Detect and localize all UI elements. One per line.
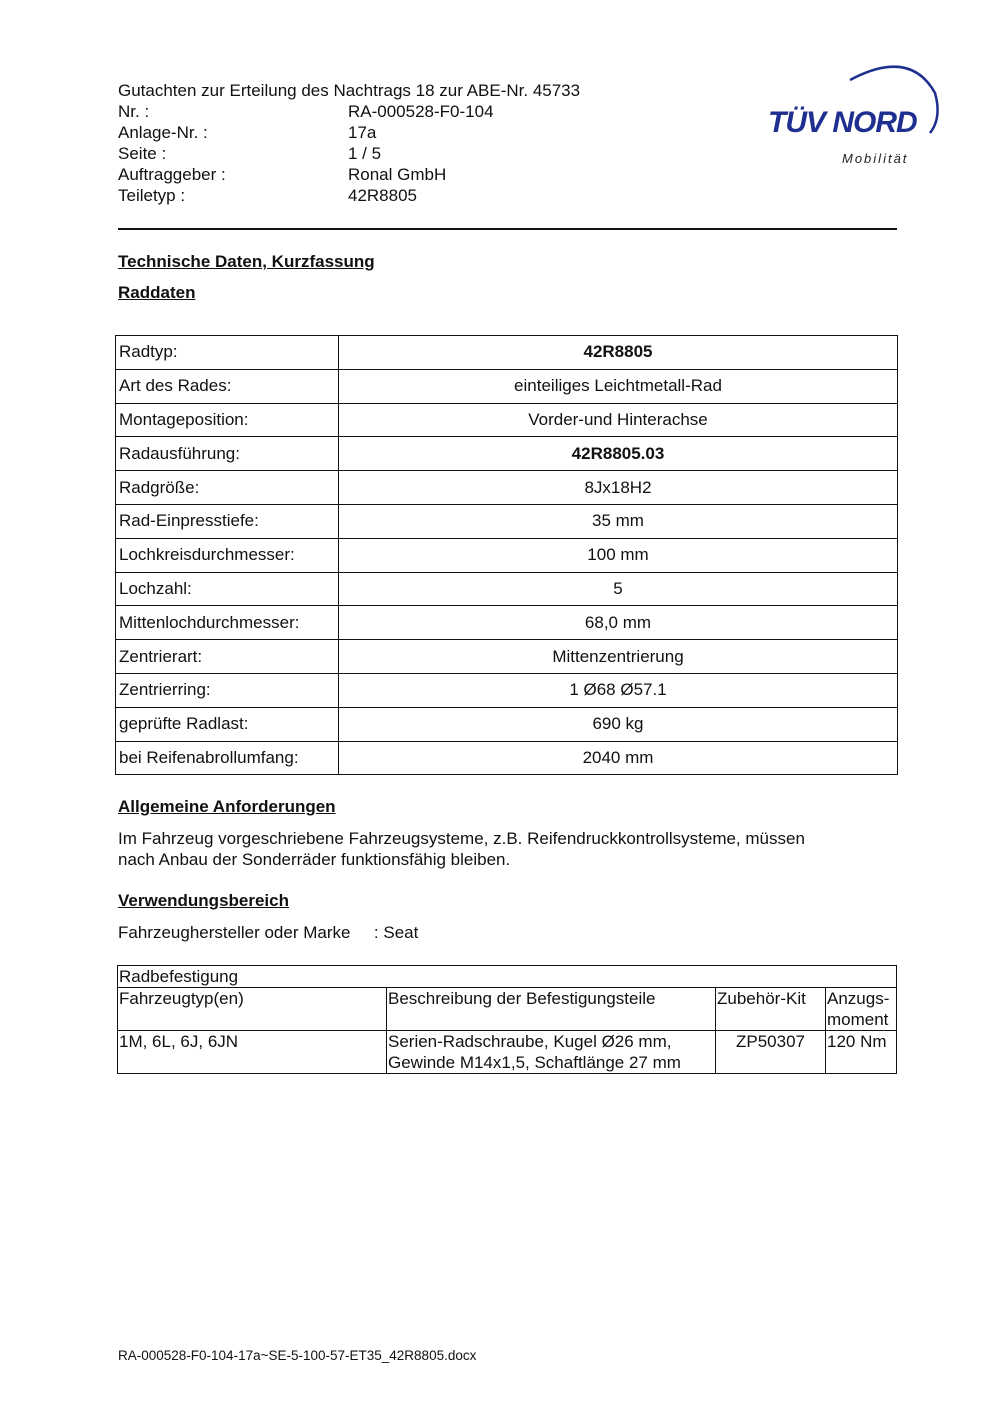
raddaten-value: Mittenzentrierung [339,640,898,674]
befestigung-table [117,965,897,1074]
raddaten-label: Zentrierring: [116,673,339,707]
section-allgemein: Allgemeine Anforderungen [118,797,336,816]
raddaten-value: 35 mm [339,504,898,538]
hersteller-value: Seat [383,923,419,942]
raddaten-row [116,538,898,572]
raddaten-label: Mittenlochdurchmesser: [116,606,339,640]
cell-beschreibung [387,1031,716,1074]
raddaten-value: 42R8805.03 [339,437,898,471]
header-row [118,164,718,185]
document-title: Gutachten zur Erteilung des Nachtrags 18 zur ABE-Nr. 45733 [118,81,581,100]
raddaten-label: Montageposition: [116,403,339,437]
raddaten-row [116,336,898,370]
cell-fahrzeugtypen: 1M, 6L, 6J, 6JN [118,1031,387,1074]
raddaten-value: einteiliges Leichtmetall-Rad [339,369,898,403]
raddaten-label: Zentrierart: [116,640,339,674]
header-beschreibung: Beschreibung der Befestigungsteile [387,988,716,1031]
header-row-label: Anlage-Nr. : [118,123,208,142]
raddaten-label: Art des Rades: [116,369,339,403]
cell-zubehoer-kit: ZP50307 [716,1031,826,1074]
header-row-label: Seite : [118,144,167,163]
raddaten-row [116,741,898,775]
raddaten-row [116,572,898,606]
raddaten-label: geprüfte Radlast: [116,707,339,741]
allgemein-line-2: nach Anbau der Sonderräder funktionsfähig bleiben. [118,850,511,869]
raddaten-label: Lochzahl: [116,572,339,606]
cell-anzugsmoment: 120 Nm [826,1031,897,1074]
raddaten-value: 1 Ø68 Ø57.1 [339,673,898,707]
cell-beschreibung-1: Serien-Radschraube, Kugel Ø26 mm, [388,1032,672,1051]
header-row-value: 42R8805 [348,186,418,205]
raddaten-label: Radausführung: [116,437,339,471]
header-row-value: Ronal GmbH [348,165,447,184]
raddaten-label: Rad-Einpresstiefe: [116,504,339,538]
hersteller-label: Fahrzeughersteller oder Marke [118,923,351,942]
header-row-value: 17a [348,123,377,142]
allgemein-text [118,828,898,870]
allgemein-line-1: Im Fahrzeug vorgeschriebene Fahrzeugsysteme, z.B. Reifendruckkontrollsysteme, müssen [118,829,805,848]
header-row-value: RA-000528-F0-104 [348,102,494,121]
hersteller-separator: : [373,923,379,942]
section-kurzfassung: Technische Daten, Kurzfassung [118,252,375,271]
raddaten-value: Vorder-und Hinterachse [339,403,898,437]
raddaten-table [115,335,898,775]
header-row [118,185,718,206]
header-anzugsmoment [826,988,897,1031]
raddaten-row [116,471,898,505]
raddaten-value: 68,0 mm [339,606,898,640]
raddaten-value: 8Jx18H2 [339,471,898,505]
raddaten-row [116,403,898,437]
hersteller-line [118,923,418,943]
header-anzugsmoment-2: moment [827,1010,889,1029]
header-divider [118,228,897,230]
footer-filename: RA-000528-F0-104-17a~SE-5-100-57-ET35_42R8805.docx [118,1348,477,1363]
raddaten-row [116,504,898,538]
raddaten-value: 2040 mm [339,741,898,775]
header-row [118,143,718,164]
raddaten-row [116,640,898,674]
header-zubehoer: Zubehör-Kit [716,988,826,1031]
logo-brand: TÜV NORD [768,106,917,139]
header-row [118,101,718,122]
header-fahrzeugtyp: Fahrzeugtyp(en) [118,988,387,1031]
logo-subtitle: Mobilität [842,151,909,166]
header-row-label: Nr. : [118,102,150,121]
raddaten-label: Lochkreisdurchmesser: [116,538,339,572]
section-verwendung: Verwendungsbereich [118,891,289,910]
raddaten-label: bei Reifenabrollumfang: [116,741,339,775]
befestigung-title: Radbefestigung [118,966,897,988]
header-row-value: 1 / 5 [348,144,382,163]
raddaten-value: 5 [339,572,898,606]
raddaten-label: Radgröße: [116,471,339,505]
raddaten-value: 100 mm [339,538,898,572]
raddaten-row [116,606,898,640]
raddaten-value: 42R8805 [339,336,898,370]
header-row-label: Auftraggeber : [118,165,226,184]
raddaten-row [116,437,898,471]
raddaten-row [116,707,898,741]
header-row [118,122,718,143]
section-raddaten: Raddaten [118,283,196,302]
raddaten-value: 690 kg [339,707,898,741]
tuev-nord-logo [760,58,945,173]
raddaten-label: Radtyp: [116,336,339,370]
raddaten-row [116,369,898,403]
header-row-label: Teiletyp : [118,186,186,205]
header-anzugsmoment-1: Anzugs- [827,989,890,1008]
raddaten-row [116,673,898,707]
cell-beschreibung-2: Gewinde M14x1,5, Schaftlänge 27 mm [388,1053,681,1072]
